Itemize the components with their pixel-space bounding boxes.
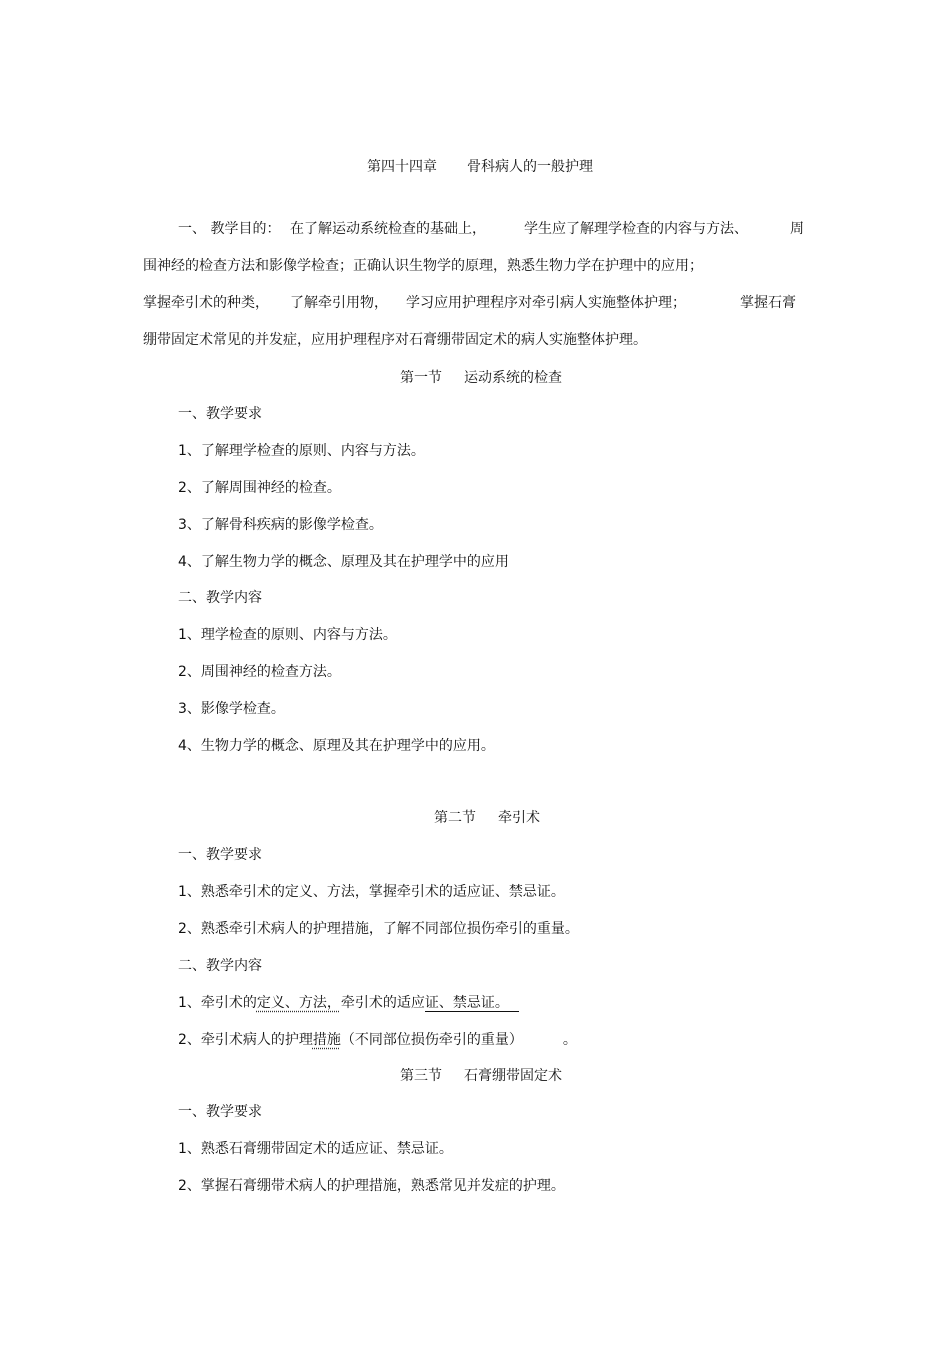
objectives-text-c: 周 xyxy=(790,221,804,237)
objectives-text-a: 在了解运动系统检查的基础上， xyxy=(290,221,486,237)
section1-requirements-heading: 一、教学要求 xyxy=(178,406,262,422)
section2-content-1-middle: 牵引术的适应 xyxy=(340,995,425,1011)
section1-number: 第一节 xyxy=(400,370,442,386)
section3-requirement-2: 2、掌握石膏绷带术病人的护理措施，熟悉常见并发症的护理。 xyxy=(178,1178,565,1194)
section2-content-2-rest: （不同部位损伤牵引的重量） xyxy=(340,1032,523,1048)
objectives-text-b: 学生应了解理学检查的内容与方法、 xyxy=(524,221,748,237)
section2-content-1-prefix: 1、牵引术的 xyxy=(178,995,257,1011)
section2-requirements-heading: 一、教学要求 xyxy=(178,847,262,863)
section2-content-2-end: 。 xyxy=(562,1032,577,1048)
section2-requirement-2: 2、熟悉牵引术病人的护理措施，了解不同部位损伤牵引的重量。 xyxy=(178,921,579,937)
section1-title: 运动系统的检查 xyxy=(464,370,562,386)
chapter-title: 骨科病人的一般护理 xyxy=(467,159,593,175)
section3-requirements-heading: 一、教学要求 xyxy=(178,1104,262,1120)
section3-requirement-1: 1、熟悉石膏绷带固定术的适应证、禁忌证。 xyxy=(178,1141,453,1157)
section2-content-1-dotted: 定义、方法， xyxy=(256,995,341,1011)
objectives-text-g: 掌握石膏 xyxy=(740,295,796,311)
section2-number: 第二节 xyxy=(434,810,476,826)
section1-content-3: 3、影像学检查。 xyxy=(178,701,285,717)
objectives-line-2: 围神经的检查方法和影像学检查；正确认识生物学的原理，熟悉生物力学在护理中的应用； xyxy=(143,258,703,274)
section1-requirement-3: 3、了解骨科疾病的影像学检查。 xyxy=(178,517,383,533)
section2-content-2-dotted: 措施 xyxy=(312,1032,341,1048)
chapter-number: 第四十四章 xyxy=(367,159,437,175)
objectives-line-3 xyxy=(0,293,950,313)
section1-requirement-4: 4、了解生物力学的概念、原理及其在护理学中的应用 xyxy=(178,554,509,570)
section2-content-1-solid: 证、禁忌证。 xyxy=(425,995,519,1012)
objectives-text-d: 掌握牵引术的种类， xyxy=(143,295,269,311)
section1-content-4: 4、生物力学的概念、原理及其在护理学中的应用。 xyxy=(178,738,495,754)
section2-content-2 xyxy=(178,1030,577,1050)
chapter-heading xyxy=(367,157,593,177)
section1-content-heading: 二、教学内容 xyxy=(178,590,262,606)
section2-heading xyxy=(434,808,540,828)
section1-content-2: 2、周围神经的检查方法。 xyxy=(178,664,341,680)
objectives-label: 一、 教学目的： xyxy=(178,221,281,237)
section1-content-1: 1、理学检查的原则、内容与方法。 xyxy=(178,627,397,643)
section3-title: 石膏绷带固定术 xyxy=(464,1068,562,1084)
section2-content-1 xyxy=(178,993,519,1013)
section2-content-heading: 二、教学内容 xyxy=(178,958,262,974)
objectives-text-e: 了解牵引用物， xyxy=(290,295,388,311)
section2-title: 牵引术 xyxy=(498,810,540,826)
section3-heading xyxy=(400,1066,562,1086)
section1-heading xyxy=(400,368,562,388)
section2-requirement-1: 1、熟悉牵引术的定义、方法，掌握牵引术的适应证、禁忌证。 xyxy=(178,884,565,900)
objectives-text-f: 学习应用护理程序对牵引病人实施整体护理； xyxy=(406,295,686,311)
section1-requirement-1: 1、了解理学检查的原则、内容与方法。 xyxy=(178,443,425,459)
section2-content-2-prefix: 2、牵引术病人的护理 xyxy=(178,1032,313,1048)
objectives-line-4: 绷带固定术常见的并发症，应用护理程序对石膏绷带固定术的病人实施整体护理。 xyxy=(143,332,647,348)
objectives-line-1 xyxy=(0,219,950,239)
section3-number: 第三节 xyxy=(400,1068,442,1084)
section1-requirement-2: 2、了解周围神经的检查。 xyxy=(178,480,341,496)
